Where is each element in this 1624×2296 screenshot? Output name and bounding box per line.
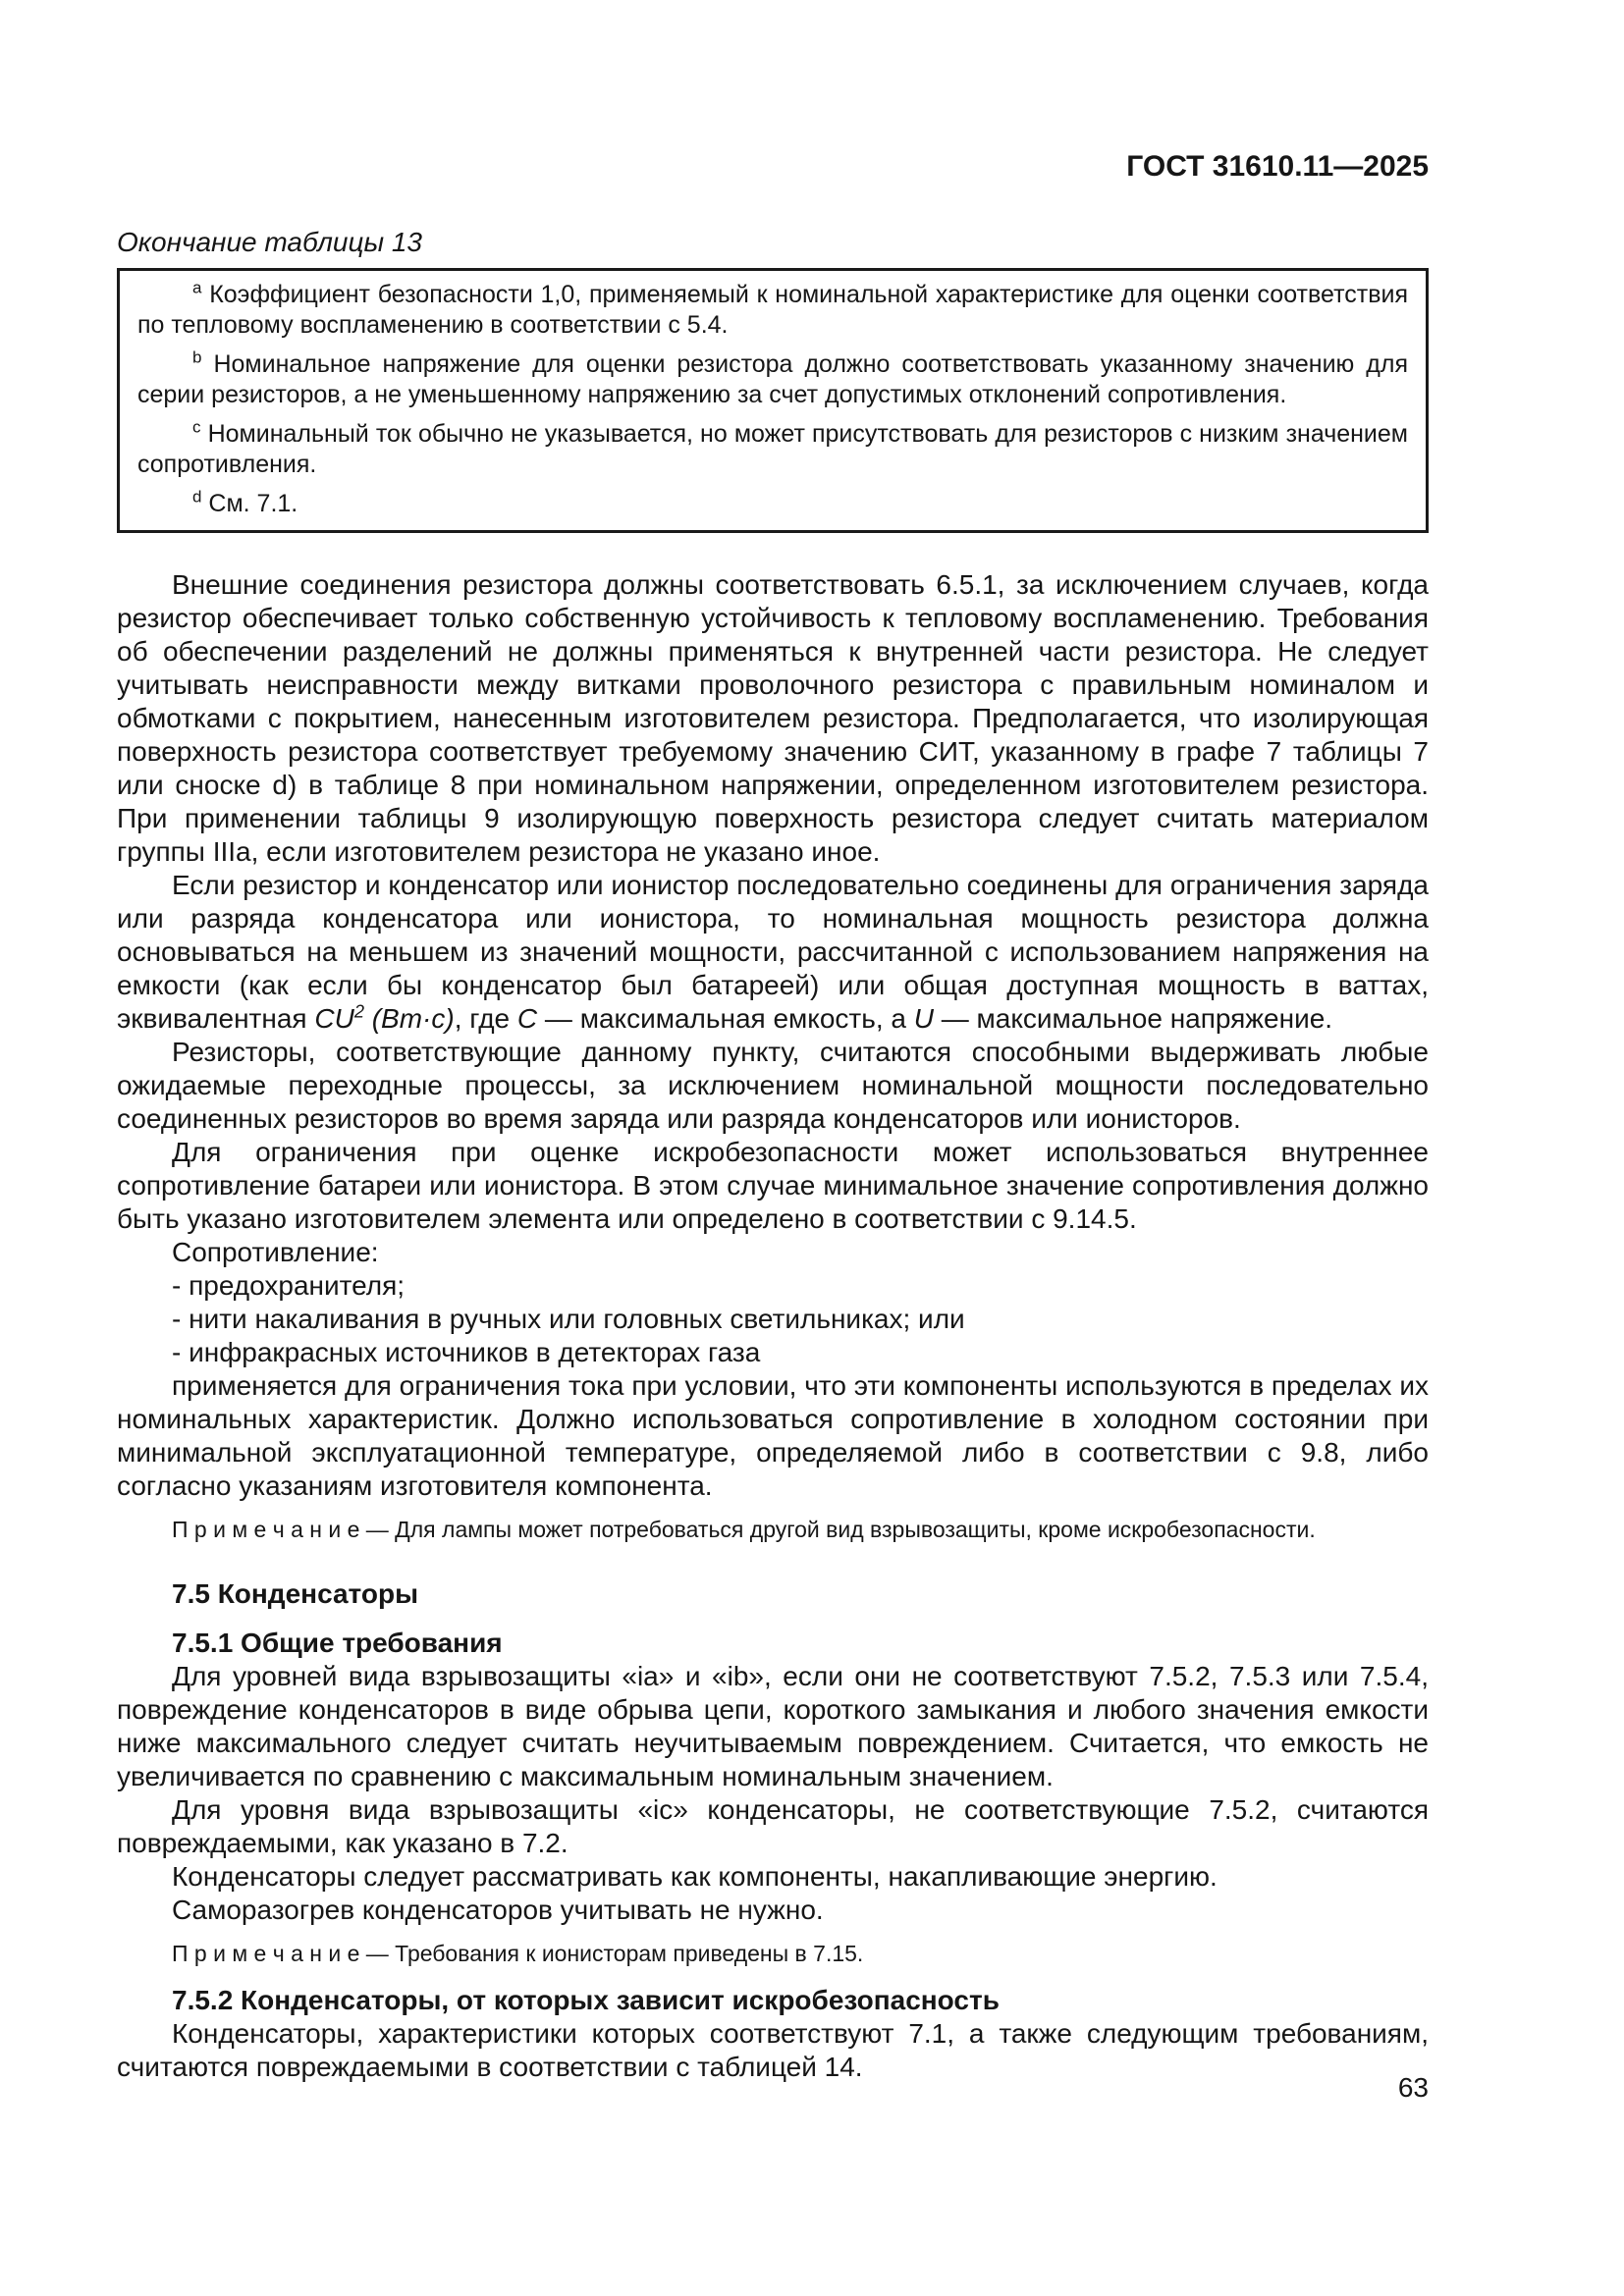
doc-number: ГОСТ 31610.11—2025 [1126,150,1429,183]
paragraph [117,1136,1429,1236]
text-run: П р и м е ч а н и е — Для лампы может потребоваться другой вид взрывозащиты, кроме искробезопасности. [172,1517,1316,1542]
text-run: C [516,1003,538,1034]
table-footnotes-box [117,268,1429,533]
text-run: Для уровней вида взрывозащиты «ia» и «ib», если они не соответствуют 7.5.2, 7.5.3 или 7.5.4, повреждение конденсаторов в виде обрыва цепи, короткого замыкания и любого значения емкости ниже максимального следует считать неучитываемым повреждением. Считается, что емкость не увеличивается по сравнению с максимальным номинальным значением. [117,1661,1429,1791]
text-run: 7.5.1 Общие требования [172,1628,503,1658]
text-run: Конденсаторы, характеристики которых соответствуют 7.1, а также следующим требованиям, считаются повреждаемыми в соответствии с таблицей 14. [117,2018,1429,2082]
text-run: - нити накаливания в ручных или головных светильниках; или [172,1304,965,1334]
text-run: Сопротивление: [172,1237,379,1267]
text-run: Для ограничения при оценке искробезопасности может использоваться внутреннее сопротивление батареи или ионистора. В этом случае минимальное значение сопротивления должно быть указано изготовителем элемента или определено в соответствии с 9.14.5. [117,1137,1429,1234]
text-run: 7.5.2 Конденсаторы, от которых зависит искробезопасность [172,1985,1000,2015]
table-footnote [137,489,1408,519]
page-number: 63 [1397,2072,1429,2103]
paragraph [117,1269,1429,1303]
paragraph [117,568,1429,869]
section-heading [117,1627,1429,1660]
text-run: Если резистор и конденсатор или ионистор последовательно соединены для ограничения заряда или разряда конденсатора или ионистора, то номинальная мощность резистора должна основываться на меньшем из значений мощности, рассчитанной с использованием напряжения на емкости (как если бы конденсатор был батареей) или общая доступная мощность в ваттах, эквивалентная [117,870,1429,1034]
text-run: 2 [353,1001,364,1022]
paragraph [117,1894,1429,1927]
table-footnote [137,280,1408,341]
text-run: 7.5 Конденсаторы [172,1578,419,1609]
footnote-text: См. 7.1. [208,490,298,517]
paragraph [117,1860,1429,1894]
table-footnote [137,349,1408,410]
text-run: - инфракрасных источников в детекторах газа [172,1337,761,1367]
footnote-label: a [192,278,202,297]
text-run: (Вт·с) [363,1003,455,1034]
section-heading [117,1984,1429,2017]
section-heading [117,1577,1429,1611]
footnote-text: Номинальное напряжение для оценки резистора должно соответствовать указанному значению для серии резисторов, а не уменьшенному напряжению за счет допустимых отклонений сопротивления. [137,350,1408,408]
text-run: CU [314,1003,354,1034]
footnote-text: Коэффициент безопасности 1,0, применяемый к номинальной характеристике для оценки соответствия по тепловому воспламенению в соответствии с 5.4. [137,281,1408,339]
text-run: — максимальное напряжение. [933,1003,1333,1034]
text-run: П р и м е ч а н и е — Требования к ионисторам приведены в 7.15. [172,1941,864,1966]
text-run: применяется для ограничения тока при условии, что эти компоненты используются в пределах их номинальных характеристик. Должно использоваться сопротивление в холодном состоянии при минимальной эксплуатационной температуре, определяемой либо в соответствии с 9.8, либо согласно указаниям изготовителя компонента. [117,1370,1429,1501]
text-run: U [913,1003,934,1034]
table-footnote [137,419,1408,480]
footnote-label: b [192,347,202,367]
paragraph [117,1793,1429,1860]
paragraph [117,1236,1429,1269]
text-run: — максимальная емкость, а [537,1003,914,1034]
footnote-text: Номинальный ток обычно не указывается, но может присутствовать для резисторов с низким значением сопротивления. [137,420,1408,478]
paragraph [117,1336,1429,1369]
paragraph [117,1369,1429,1503]
paragraph [117,869,1429,1036]
text-run: , где [454,1003,517,1034]
document-body [117,568,1429,2084]
paragraph [117,1036,1429,1136]
table-continuation-caption: Окончание таблицы 13 [117,227,422,257]
text-run: Внешние соединения резистора должны соответствовать 6.5.1, за исключением случаев, когда резистор обеспечивает только собственную устойчивость к тепловому воспламенению. Требования об обеспечении разделений не должны применяться к внутренней части резистора. Не следует учитывать неисправности между витками проволочного резистора с правильным номиналом и обмотками с покрытием, нанесенным изготовителем резистора. Предполагается, что изолирующая поверхность резистора соответствует требуемому значению СИТ, указанному в графе 7 таблицы 7 или сноске d) в таблице 8 при номинальном напряжении, определенном изготовителем резистора. При применении таблицы 9 изолирующую поверхность резистора следует считать материалом группы IIIa, если изготовителем резистора не указано иное. [117,569,1429,867]
paragraph [117,1303,1429,1336]
text-run: Резисторы, соответствующие данному пункту, считаются способными выдерживать любые ожидаемые переходные процессы, за исключением номинальной мощности последовательно соединенных резисторов во время заряда или разряда конденсаторов или ионисторов. [117,1037,1429,1134]
paragraph [117,1660,1429,1793]
text-run: - предохранителя; [172,1270,406,1301]
note-paragraph [117,1515,1429,1544]
text-run: Конденсаторы следует рассматривать как компоненты, накапливающие энергию. [172,1861,1218,1892]
footnote-label: c [192,417,201,437]
text-run: Саморазогрев конденсаторов учитывать не нужно. [172,1895,824,1925]
note-paragraph [117,1939,1429,1968]
text-run: Для уровня вида взрывозащиты «ic» конденсаторы, не соответствующие 7.5.2, считаются повреждаемыми, как указано в 7.2. [117,1794,1429,1858]
footnote-label: d [192,487,202,507]
